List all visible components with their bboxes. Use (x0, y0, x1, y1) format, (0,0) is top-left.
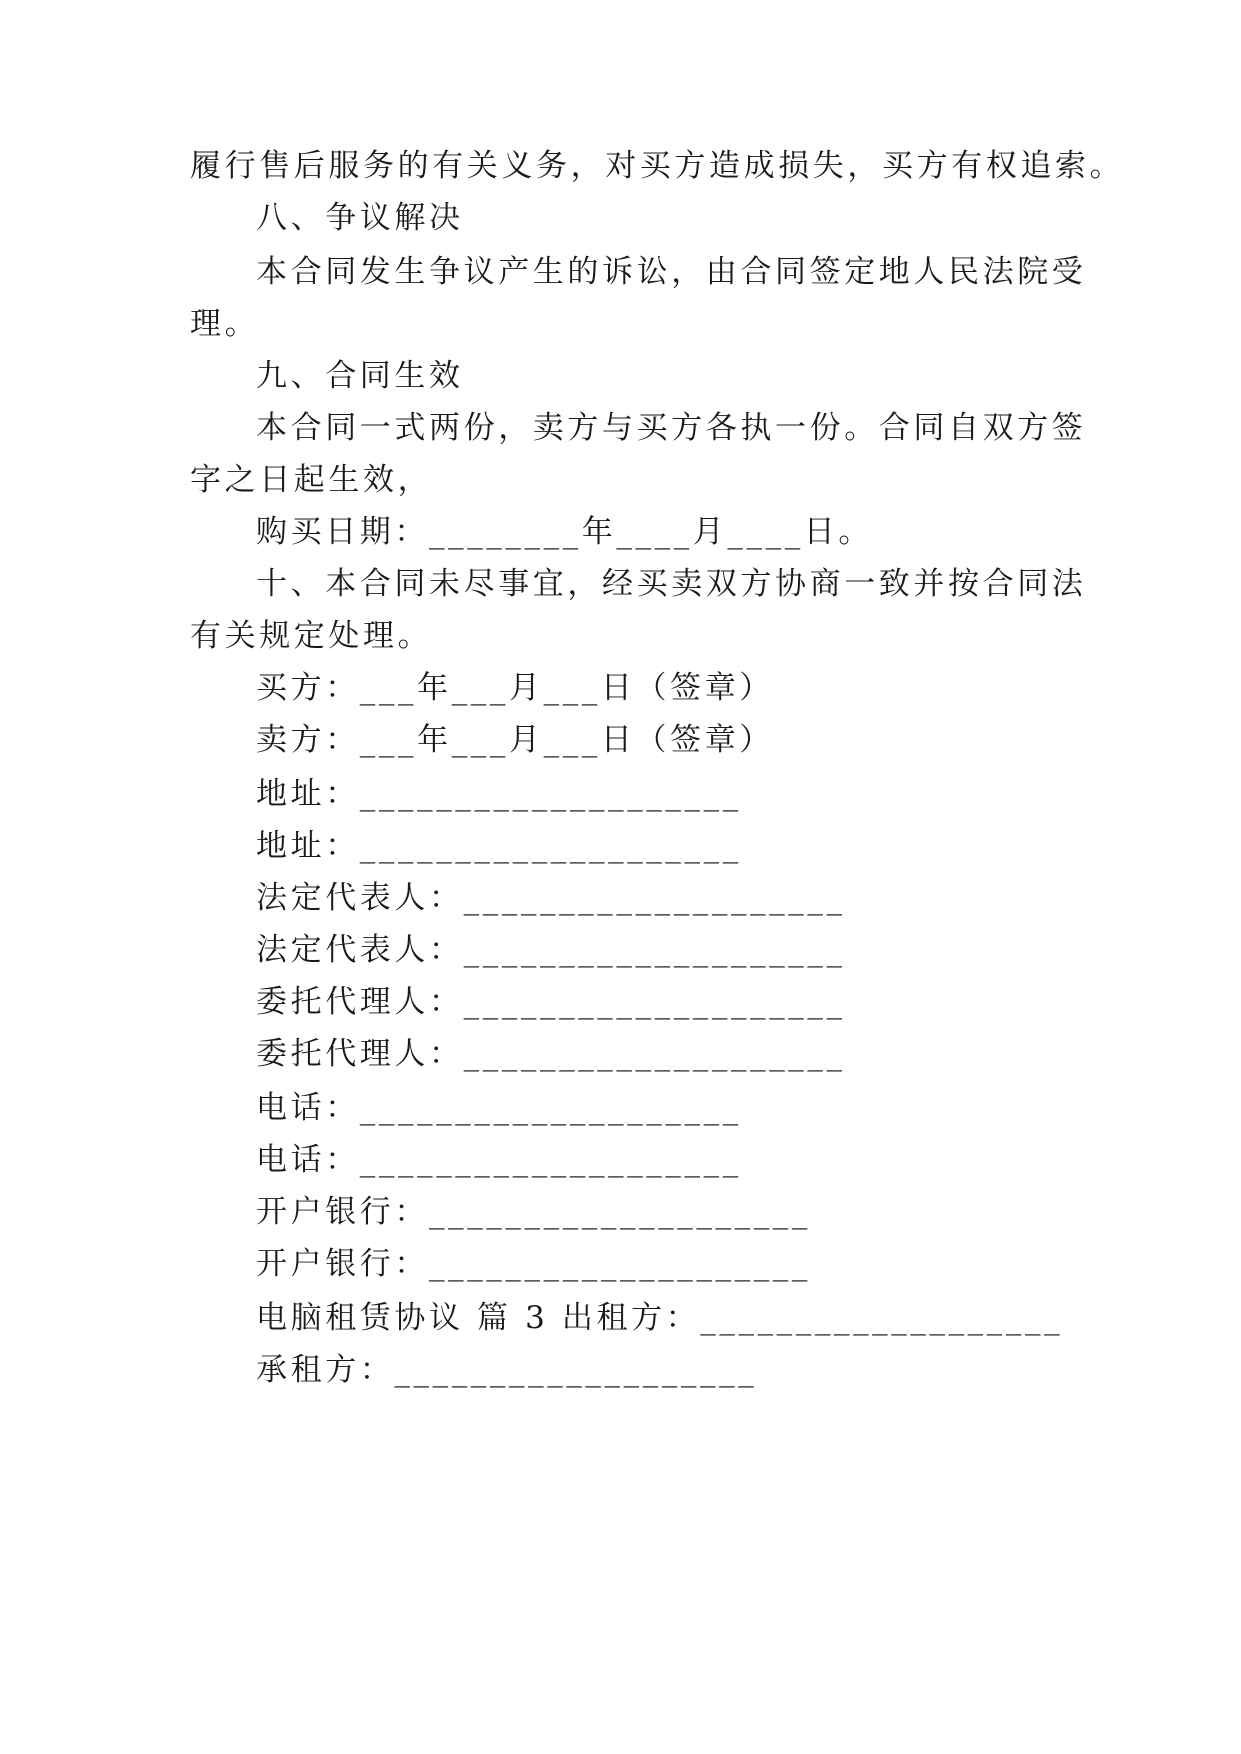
legal-representative-field: 法定代表人：____________________ (256, 932, 846, 968)
bank-field: 开户银行：____________________ (256, 1194, 811, 1230)
authorized-agent-field: 委托代理人：____________________ (256, 984, 846, 1020)
phone-field: 电话：____________________ (256, 1142, 742, 1178)
paragraph-line: 理。 (190, 306, 260, 342)
paragraph-line: 本合同发生争议产生的诉讼，由合同签定地人民法院受 (256, 254, 1087, 290)
paragraph-line: 履行售后服务的有关义务，对买方造成损失，买方有权追索。 (190, 148, 1125, 184)
phone-field: 电话：____________________ (256, 1090, 742, 1126)
paragraph-line: 十、本合同未尽事宜，经买卖双方协商一致并按合同法 (256, 566, 1087, 602)
paragraph-line: 字之日起生效， (190, 462, 433, 498)
authorized-agent-field: 委托代理人：____________________ (256, 1036, 846, 1072)
seller-signature-line: 卖方：___年___月___日（签章） (256, 722, 774, 758)
lessor-line: 电脑租赁协议 篇 3 出租方：___________________ (256, 1300, 1064, 1336)
paragraph-line: 本合同一式两份，卖方与买方各执一份。合同自双方签 (256, 410, 1087, 446)
legal-representative-field: 法定代表人：____________________ (256, 880, 846, 916)
address-field: 地址：____________________ (256, 776, 742, 812)
address-field: 地址：____________________ (256, 828, 742, 864)
purchase-date-line: 购买日期：________年____月____日。 (256, 514, 873, 550)
paragraph-line: 有关规定处理。 (190, 618, 433, 654)
bank-field: 开户银行：____________________ (256, 1246, 811, 1282)
lessee-line: 承租方：___________________ (256, 1352, 758, 1388)
section-heading: 九、合同生效 (256, 358, 464, 394)
buyer-signature-line: 买方：___年___月___日（签章） (256, 670, 774, 706)
section-heading: 八、争议解决 (256, 200, 464, 236)
